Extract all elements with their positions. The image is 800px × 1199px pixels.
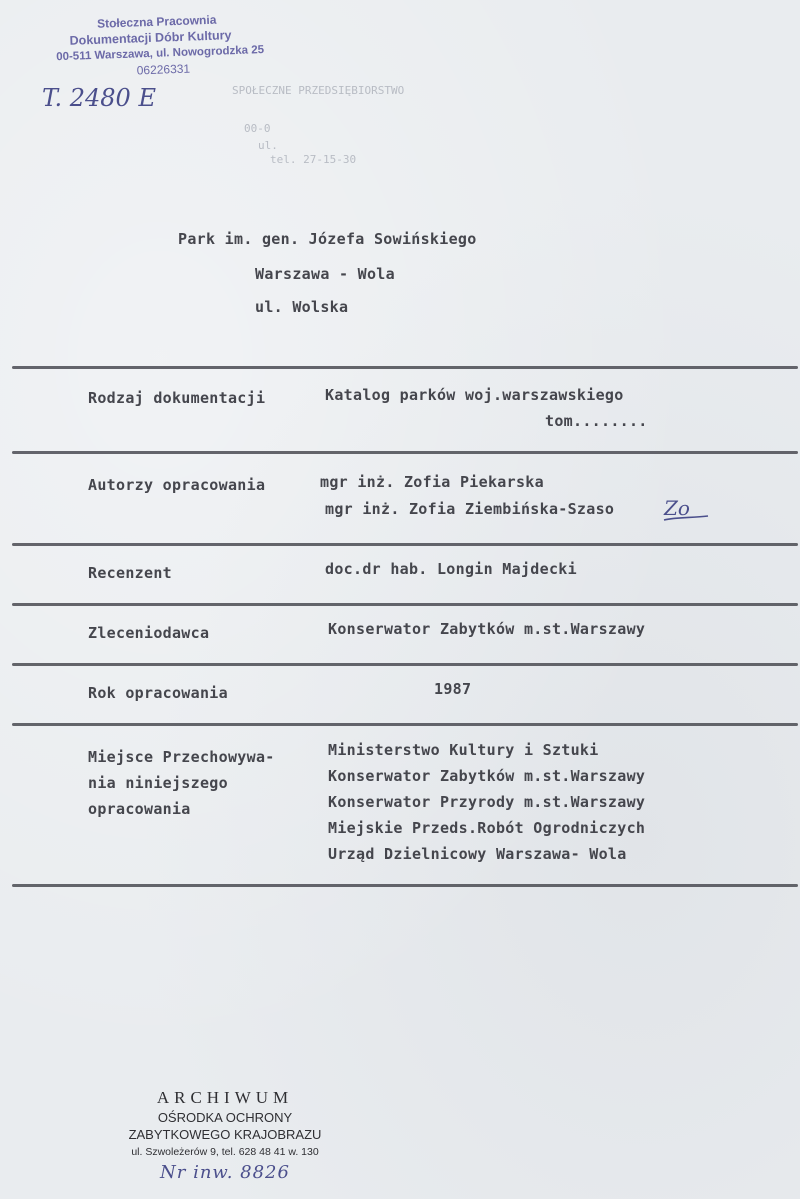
stamp-line-1: Stołeczna Pracownia [96, 12, 217, 31]
author-1: mgr inż. Zofia Piekarska [320, 473, 544, 491]
author-2: mgr inż. Zofia Ziembińska-Szaso [325, 500, 615, 518]
storage-place: Ministerstwo Kultury i Sztuki [328, 741, 599, 759]
catalog-number-handwritten: T. 2480 E [42, 84, 156, 112]
reviewer-label: Recenzent [88, 564, 172, 582]
signature-underline [662, 512, 712, 524]
commissioner-value: Konserwator Zabytków m.st.Warszawy [328, 620, 646, 638]
park-street: ul. Wolska [255, 298, 349, 316]
reviewer-value: doc.dr hab. Longin Majdecki [325, 560, 577, 578]
doc-type-label: Rodzaj dokumentacji [88, 389, 266, 407]
storage-place: Konserwator Zabytków m.st.Warszawy [328, 767, 646, 785]
archive-line-3: ZABYTKOWEGO KRAJOBRAZU [128, 1127, 322, 1142]
divider-line [12, 884, 798, 887]
inventory-number-handwritten: Nr inw. 8826 [160, 1162, 290, 1183]
doc-type-value-1: Katalog parków woj.warszawskiego [325, 386, 624, 404]
stamp-line-4: 06226331 [136, 61, 191, 78]
park-city: Warszawa - Wola [255, 265, 395, 283]
stamp-line-2: Dokumentacji Dóbr Kultury [69, 28, 232, 48]
institution-stamp [57, 10, 299, 88]
storage-place: Urząd Dzielnicowy Warszawa- Wola [328, 845, 627, 863]
storage-place: Konserwator Przyrody m.st.Warszawy [328, 793, 646, 811]
storage-place: Miejskie Przeds.Robót Ogrodniczych [328, 819, 646, 837]
storage-label-2: nia niniejszego [88, 774, 228, 792]
commissioner-label: Zleceniodawca [88, 624, 210, 642]
park-title: Park im. gen. Józefa Sowińskiego [178, 230, 477, 248]
handwritten-initials: Zo [664, 496, 690, 520]
stamp-line-3: 00-511 Warszawa, ul. Nowogrodzka 25 [56, 44, 265, 64]
year-value: 1987 [434, 680, 472, 698]
ghost-line-4: tel. 27-15-30 [270, 153, 357, 166]
storage-label-1: Miejsce Przechowywa- [88, 748, 275, 766]
divider-line [12, 543, 798, 546]
archive-address: ul. Szwoleżerów 9, tel. 628 48 41 w. 130 [131, 1146, 319, 1158]
divider-line [12, 723, 798, 726]
archive-stamp [100, 1088, 350, 1158]
doc-type-value-2: tom........ [545, 412, 648, 430]
storage-label-3: opracowania [88, 800, 191, 818]
divider-line [12, 603, 798, 606]
ghost-line-2: 00-0 [244, 122, 271, 135]
archive-line-2: OŚRODKA OCHRONY [157, 1110, 293, 1125]
authors-label: Autorzy opracowania [88, 476, 266, 494]
divider-line [12, 366, 798, 369]
divider-line [12, 663, 798, 666]
divider-line [12, 451, 798, 454]
ghost-line-1: SPOŁECZNE PRZEDSIĘBIORSTWO [232, 84, 405, 97]
archive-title: ARCHIWUM [156, 1088, 294, 1107]
year-label: Rok opracowania [88, 684, 228, 702]
ghost-line-3: ul. [258, 139, 278, 152]
